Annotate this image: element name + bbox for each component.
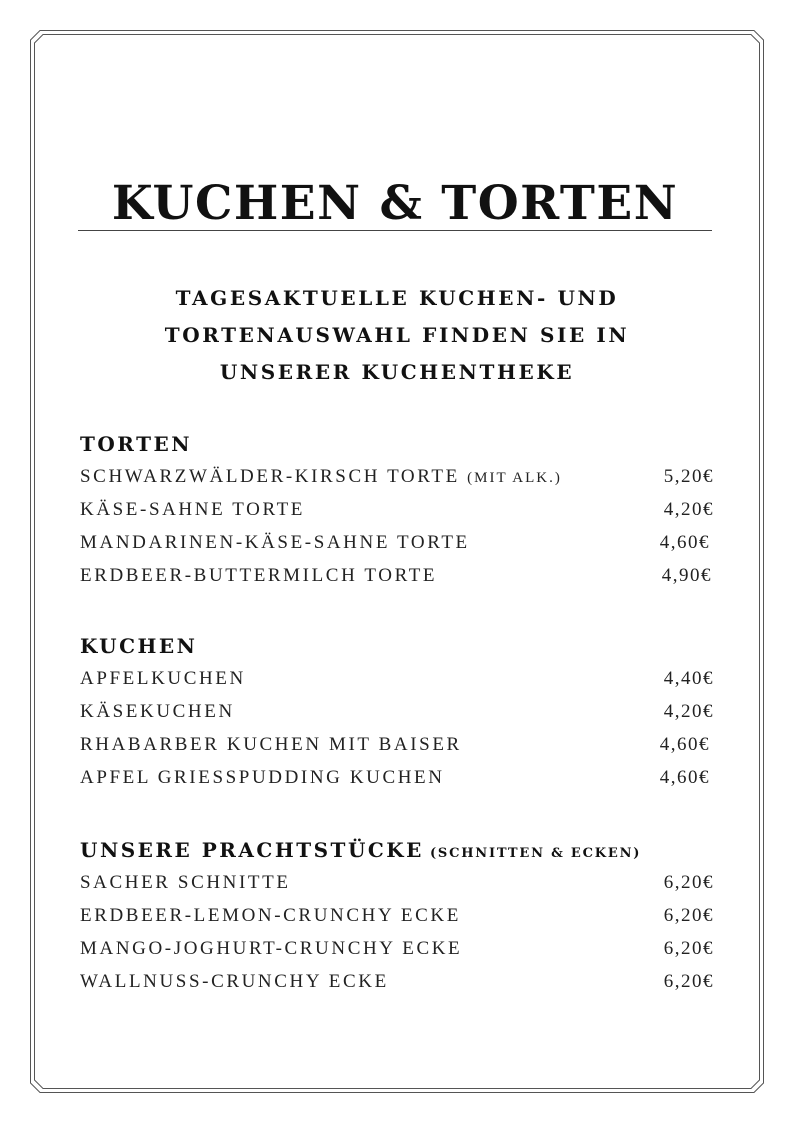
item-name: WALLNUSS-CRUNCHY ECKE: [80, 971, 389, 992]
item-price: 4,60€: [659, 767, 710, 788]
item-name: APFEL GRIESSPUDDING KUCHEN: [80, 767, 445, 788]
item-note: (MIT ALK.): [467, 470, 562, 486]
section-kuchen: [80, 630, 714, 794]
menu-item: [80, 899, 714, 932]
item-name: ERDBEER-LEMON-CRUNCHY ECKE: [80, 905, 461, 926]
item-price: 4,20€: [663, 499, 714, 520]
intro-line: TAGESAKTUELLE KUCHEN- UND: [175, 286, 619, 310]
item-price: 4,60€: [659, 734, 710, 755]
menu-item: [80, 728, 714, 761]
page-title: KUCHEN & TORTEN: [111, 176, 679, 231]
section-prachtstuecke: [80, 834, 714, 998]
item-name: MANGO-JOGHURT-CRUNCHY ECKE: [80, 938, 463, 959]
menu-item: [80, 695, 714, 728]
menu-item: [80, 662, 714, 695]
menu-item: [80, 526, 714, 559]
section-heading: KUCHEN: [80, 634, 198, 658]
item-price: 4,20€: [663, 701, 714, 722]
menu-item: [80, 965, 714, 998]
item-price: 5,20€: [663, 466, 714, 487]
item-price: 4,40€: [663, 668, 714, 689]
item-name: SACHER SCHNITTE: [80, 872, 291, 893]
item-name: APFELKUCHEN: [80, 668, 246, 689]
intro-line: TORTENAUSWAHL FINDEN SIE IN: [164, 323, 630, 347]
menu-item: [80, 866, 714, 899]
menu-item: [80, 559, 714, 592]
section-subheading: (SCHNITTEN & ECKEN): [429, 846, 642, 861]
section-heading: TORTEN: [80, 432, 192, 456]
item-name: KÄSE-SAHNE TORTE: [80, 499, 306, 520]
item-price: 4,60€: [659, 532, 710, 553]
item-name: KÄSEKUCHEN: [80, 701, 235, 722]
menu-item: [80, 493, 714, 526]
intro-line: UNSERER KUCHENTHEKE: [219, 360, 575, 384]
item-price: 4,90€: [661, 565, 712, 586]
item-price: 6,20€: [663, 905, 714, 926]
item-price: 6,20€: [663, 971, 714, 992]
item-name: SCHWARZWÄLDER-KIRSCH TORTE (MIT ALK.): [80, 466, 562, 487]
item-price: 6,20€: [663, 938, 714, 959]
section-heading: UNSERE PRACHTSTÜCKE (SCHNITTEN & ECKEN): [80, 838, 642, 862]
menu-item: [80, 932, 714, 965]
section-torten: [80, 428, 714, 592]
menu-item: [80, 460, 714, 493]
item-name: MANDARINEN-KÄSE-SAHNE TORTE: [80, 532, 470, 553]
menu-item: [80, 761, 714, 794]
intro-text: [120, 280, 674, 391]
item-name: ERDBEER-BUTTERMILCH TORTE: [80, 565, 438, 586]
item-name: RHABARBER KUCHEN MIT BAISER: [80, 734, 462, 755]
item-price: 6,20€: [663, 872, 714, 893]
title-divider: [78, 230, 712, 231]
